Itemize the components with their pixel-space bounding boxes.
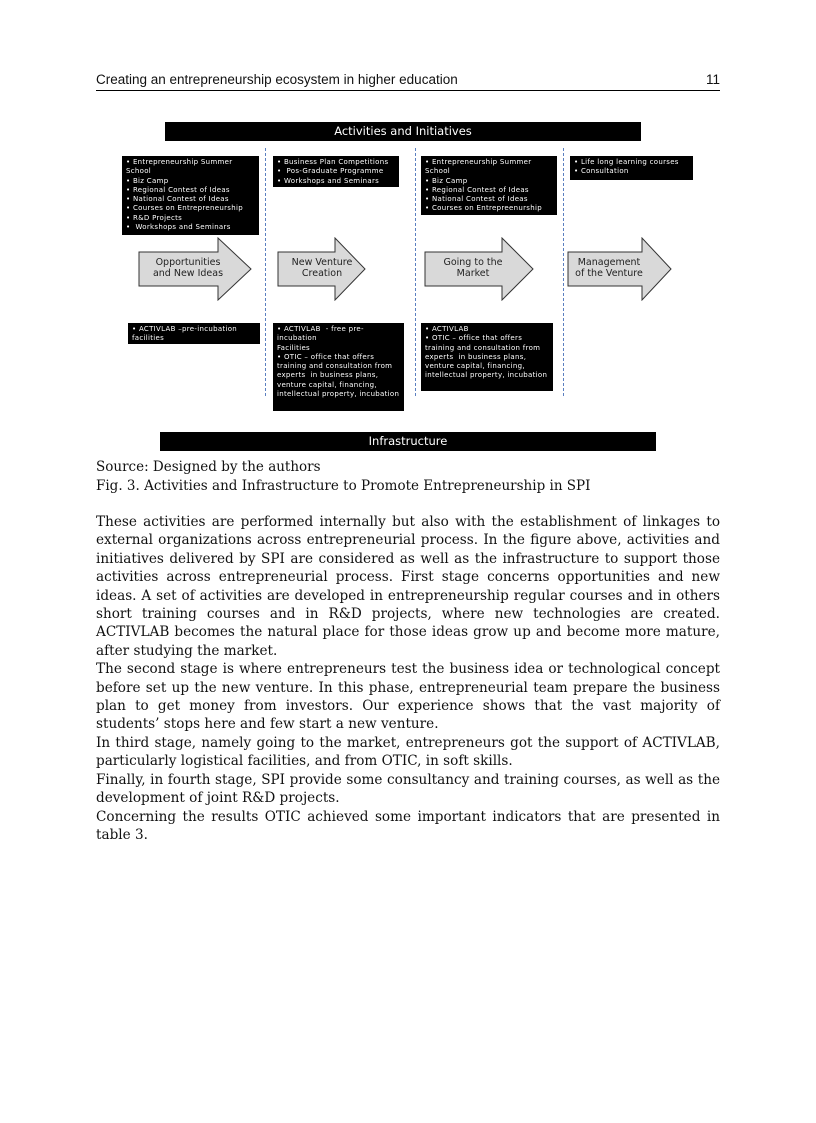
paragraph: Concerning the results OTIC achieved some important indicators that are presented in table 3. xyxy=(96,808,720,843)
box-item: • Entrepreneurship Summer School xyxy=(425,158,534,176)
stage-arrow-4 xyxy=(567,237,673,301)
infrastructure-box-1 xyxy=(128,323,260,344)
box-item: • Regional Contest of Ideas xyxy=(425,185,529,194)
activities-bar: Activities and Initiatives xyxy=(165,122,641,141)
stage-arrow-2 xyxy=(277,237,367,301)
box-item: Facilities xyxy=(277,343,310,352)
stage-divider xyxy=(265,148,266,396)
box-item: • Consultation xyxy=(574,167,629,176)
header-title: Creating an entrepreneurship ecosystem in higher education xyxy=(96,72,458,87)
stage-label: Opportunities and New Ideas xyxy=(152,257,224,279)
box-item: • Biz Camp xyxy=(425,176,468,185)
figure-caption: Fig. 3. Activities and Infrastructure to Promote Entrepreneurship in SPI xyxy=(96,478,591,494)
body-text xyxy=(96,513,720,844)
activities-box-1 xyxy=(122,156,259,235)
box-item: • Life long learning courses xyxy=(574,158,679,166)
stage-label: New Venture Creation xyxy=(291,257,353,279)
stage-label: Management of the Venture xyxy=(575,257,643,279)
paragraph: The second stage is where entrepreneurs test the business idea or technological concept before set up the new venture. In this phase, entrepreneurial team prepare the business plan to get money from investors. Our experience shows that the vast majority of students’ stops here and few start a new venture. xyxy=(96,661,720,733)
stage-divider xyxy=(415,148,416,396)
box-item: • Courses on Entrepreneurship xyxy=(126,204,243,213)
infrastructure-bar: Infrastructure xyxy=(160,432,656,451)
box-item: • OTIC – office that offers training and consultation from experts in business plans, venture capital, financing, intellectual property, incubation xyxy=(425,334,548,380)
box-item: • ACTIVLAB xyxy=(425,325,469,333)
box-item: • Workshops and Seminars xyxy=(277,176,380,185)
box-item: • National Contest of Ideas xyxy=(425,195,528,204)
box-item: • Biz Camp xyxy=(126,176,169,185)
page-number: 11 xyxy=(705,72,720,87)
stage-label: Going to the Market xyxy=(443,257,503,279)
running-header xyxy=(96,72,720,91)
box-item: • R&D Projects xyxy=(126,213,183,222)
box-item: • ACTIVLAB –pre-incubation facilities xyxy=(132,325,240,343)
box-item: • Regional Contest of Ideas xyxy=(126,185,230,194)
box-item: • Business Plan Competitions xyxy=(277,158,389,166)
paragraph: Finally, in fourth stage, SPI provide some consultancy and training courses, as well as the development of joint R&D projects. xyxy=(96,771,720,807)
stage-divider xyxy=(563,148,564,396)
box-item: • National Contest of Ideas xyxy=(126,195,229,204)
box-item: • Workshops and Seminars xyxy=(126,223,231,232)
box-item: • Pos-Graduate Programme xyxy=(277,167,384,176)
activities-box-2 xyxy=(273,156,399,187)
stage-arrow-3 xyxy=(424,237,535,301)
paragraph: In third stage, namely going to the market, entrepreneurs got the support of ACTIVLAB, particularly logistical facilities, and from OTIC, in soft skills. xyxy=(96,734,720,770)
infrastructure-box-2 xyxy=(273,323,404,411)
activities-box-3 xyxy=(421,156,557,215)
figure-source: Source: Designed by the authors xyxy=(96,459,321,475)
box-item: • Entrepreneurship Summer School xyxy=(126,158,235,176)
activities-box-4 xyxy=(570,156,693,180)
infrastructure-box-3 xyxy=(421,323,553,391)
paragraph: These activities are performed internally but also with the establishment of linkages to external organizations across entrepreneurial process. In the figure above, activities and initiatives delivered by SPI are considered as well as the infrastructure to support those activities across entrepreneurial process. First stage concerns opportunities and new ideas. A set of activities are developed in entrepreneurship regular courses and in others short training courses and in R&D projects, where new technologies are created. ACTIVLAB becomes the natural place for those ideas grow up and become more mature, after studying the market. xyxy=(96,514,720,659)
stage-arrow-1 xyxy=(138,237,253,301)
box-item: • OTIC – office that offers training and consultation from experts in business plans, venture capital, financing, intellectual property, incubation xyxy=(277,352,400,399)
box-item: • Courses on Entrepreenurship xyxy=(425,204,542,213)
box-item: • ACTIVLAB - free pre-incubation xyxy=(277,325,364,343)
